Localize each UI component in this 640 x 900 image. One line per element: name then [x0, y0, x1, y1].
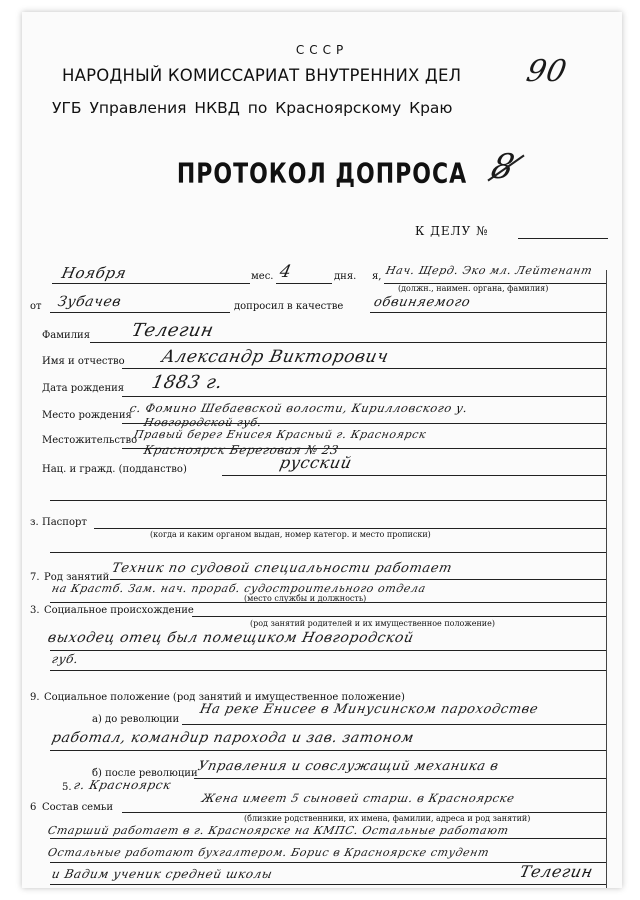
- department-heading: УГБ Управления НКВД по Красноярскому Краю: [52, 99, 453, 117]
- interrogator-name-line: [50, 312, 230, 313]
- surname-handwritten: Телегин: [129, 320, 216, 341]
- birth-date-handwritten: 1883 г.: [149, 372, 225, 393]
- origin-line-3: [50, 670, 606, 671]
- margin-mark-6: 5.: [62, 782, 72, 793]
- name-label: Имя и отчество: [42, 356, 125, 367]
- margin-mark-3: 7.: [30, 572, 40, 583]
- birthplace-handwritten-2: Новгородской губ.: [142, 416, 264, 429]
- official-caption: (должн., наимен. органа, фамилия): [398, 284, 549, 293]
- social-position-label: Социальное положение (род занятий и имущественное положение): [44, 692, 405, 703]
- nationality-label: Нац. и гражд. (подданство): [42, 464, 187, 475]
- nationality-line: [222, 475, 606, 476]
- blank-line-1: [50, 500, 606, 501]
- before-revolution-handwritten-1: На реке Енисее в Минусинском пароходстве: [198, 702, 540, 717]
- document-sheet: [22, 12, 622, 888]
- birthplace-handwritten-1: с. Фомино Шебаевской волости, Кирилловского у.: [128, 401, 470, 415]
- day-number-handwritten: 4: [277, 262, 294, 282]
- document-title: ПРОТОКОЛ ДОПРОСА: [176, 158, 468, 191]
- name-line: [122, 368, 606, 369]
- right-margin-rule: [606, 270, 607, 888]
- name-handwritten: Александр Викторович: [159, 347, 391, 367]
- birth-date-line: [122, 396, 606, 397]
- before-revolution-handwritten-2: работал, командир парохода и зав. затоном: [50, 730, 416, 746]
- origin-line-2: [50, 650, 606, 651]
- ya-label: я,: [372, 271, 382, 282]
- family-caption: (близкие родственники, их имена, фамилии, адреса и род занятий): [244, 814, 531, 823]
- birthplace-label: Место рождения: [42, 410, 132, 421]
- occupation-handwritten-2: на Крастб. Зам. нач. прораб. судостроительного отдела: [50, 582, 428, 595]
- role-handwritten: обвиняемого: [372, 295, 472, 310]
- case-label: К ДЕЛУ №: [415, 224, 489, 238]
- country-heading: СССР: [295, 43, 349, 57]
- birth-date-label: Дата рождения: [42, 383, 125, 394]
- month-label: мес.: [251, 271, 274, 282]
- family-line-2: [50, 838, 606, 839]
- margin-mark-5: 9.: [30, 692, 40, 703]
- residence-label: Местожительство: [42, 435, 138, 446]
- day-label: дня.: [334, 271, 357, 282]
- margin-mark-4: 3.: [30, 605, 40, 616]
- family-handwritten-4: и Вадим ученик средней школы: [50, 867, 274, 881]
- role-line: [370, 312, 606, 313]
- surname-line: [90, 342, 606, 343]
- case-mark: 8: [487, 147, 519, 187]
- commissariat-heading: НАРОДНЫЙ КОМИССАРИАТ ВНУТРЕННИХ ДЕЛ: [62, 66, 462, 85]
- blank-line-2: [50, 552, 606, 553]
- before-revolution-line-1: [182, 724, 606, 725]
- family-line-4: [50, 884, 606, 885]
- family-handwritten-1: Жена имеет 5 сыновей старш. в Красноярске: [200, 791, 517, 805]
- surname-label: Фамилия: [42, 330, 91, 341]
- passport-line: [94, 528, 606, 529]
- family-label: Состав семьи: [42, 802, 113, 813]
- after-revolution-handwritten-2: г. Красноярск: [72, 778, 173, 792]
- nationality-handwritten: русский: [277, 453, 354, 472]
- date-day-line: [52, 283, 250, 284]
- date-day-handwritten: Ноября: [60, 264, 129, 282]
- occupation-label: Род занятий: [44, 572, 110, 583]
- occupation-handwritten-1: Техник по судовой специальности работает: [110, 561, 454, 576]
- occupation-line-2: [50, 602, 606, 603]
- after-revolution-label: б) после революции: [92, 768, 198, 779]
- before-revolution-line-2: [50, 750, 606, 751]
- family-handwritten-3: Остальные работают бухгалтером. Борис в Красноярске студент: [46, 846, 491, 859]
- origin-handwritten-1: выходец отец был помещиком Новгородской: [46, 630, 416, 646]
- after-revolution-handwritten-1: Управления и совслужащий механика в: [196, 759, 501, 774]
- passport-label: Паспорт: [42, 517, 87, 528]
- occupation-caption: (место службы и должность): [244, 594, 367, 603]
- origin-handwritten-2: губ.: [50, 652, 81, 666]
- passport-caption: (когда и каким органом выдан, номер категор. и место прописки): [150, 530, 431, 539]
- day-number-line: [276, 283, 332, 284]
- case-number-line: [518, 238, 608, 239]
- residence-line: [122, 448, 606, 449]
- margin-mark-7: 6: [30, 802, 37, 813]
- origin-line: [192, 616, 606, 617]
- origin-label: Социальное происхождение: [44, 605, 194, 616]
- family-handwritten-2: Старший работает в г. Красноярске на КМПС. Остальные работают: [46, 824, 511, 837]
- margin-mark-2: з.: [30, 517, 39, 528]
- signature: Телегин: [517, 862, 595, 881]
- margin-mark-1: от: [30, 301, 42, 312]
- official-handwritten: Нач. Щерд. Эко мл. Лейтенант: [384, 264, 594, 277]
- before-revolution-label: а) до революции: [92, 714, 180, 725]
- residence-handwritten-2: Красноярск Береговая № 23: [142, 443, 341, 457]
- birthplace-line: [122, 423, 606, 424]
- interrogator-name-handwritten: Зубачев: [56, 294, 123, 310]
- residence-handwritten-1: Правый берег Енисея Красный г. Красноярск: [132, 428, 428, 441]
- interrogated-as-label: допросил в качестве: [234, 301, 344, 312]
- family-line-1: [122, 812, 606, 813]
- page-number: 90: [523, 54, 571, 89]
- after-revolution-line-1: [194, 778, 606, 779]
- origin-caption: (род занятий родителей и их имущественное положение): [250, 619, 495, 628]
- occupation-line-1: [110, 579, 606, 580]
